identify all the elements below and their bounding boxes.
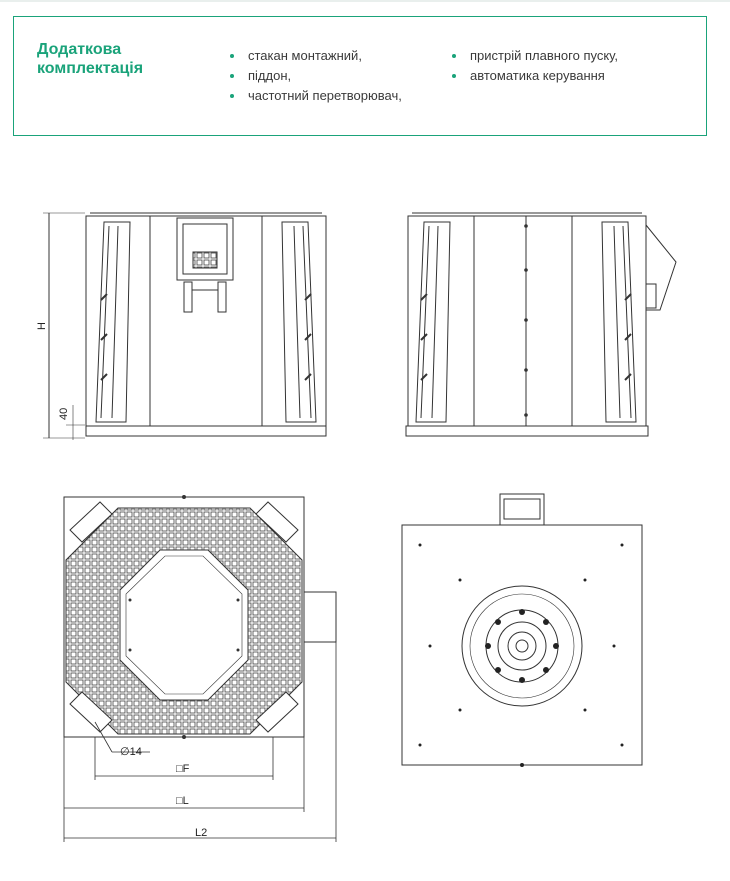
bottom-view	[402, 494, 642, 765]
side-view	[406, 213, 676, 436]
height-label: H	[36, 322, 48, 330]
hole-label: ∅14	[120, 746, 142, 758]
bottom-view-holes	[419, 544, 624, 768]
l-label: □L	[176, 795, 189, 807]
options-title-line2: комплектація	[37, 60, 144, 77]
option-item: стакан монтажний,	[230, 46, 402, 66]
options-title-line1: Додаткова	[37, 41, 122, 58]
top-view	[64, 495, 336, 842]
option-item: пристрій плавного пуску,	[452, 46, 618, 66]
base-label: 40	[58, 407, 70, 420]
l2-label: L2	[195, 827, 208, 839]
f-label: □F	[176, 763, 190, 775]
option-item: частотний перетворювач,	[230, 86, 402, 106]
option-item: автоматика керування	[452, 66, 618, 86]
front-view	[43, 213, 326, 440]
option-item: піддон,	[230, 66, 402, 86]
